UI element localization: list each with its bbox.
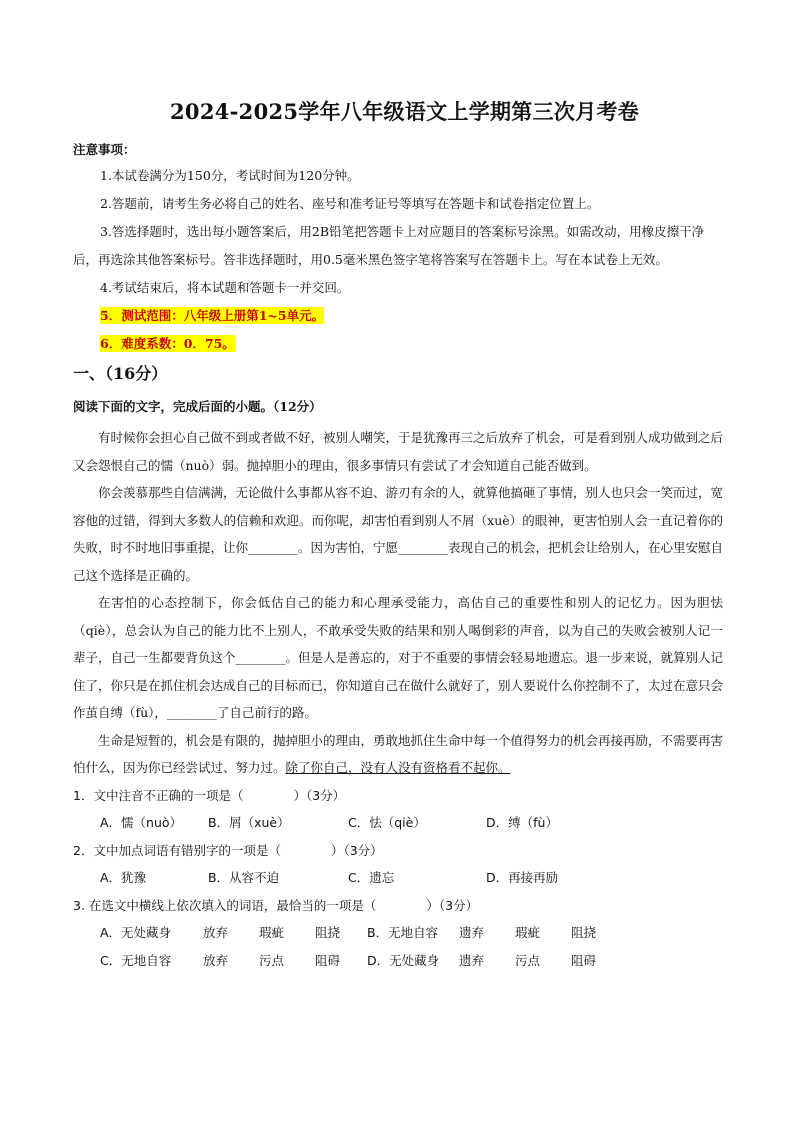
note-item: 1.本试卷满分为150分，考试时间为120分钟。 [100, 168, 360, 183]
option-b: B．从容不迫 [208, 869, 280, 885]
test-scope: 5．测试范围：八年级上册第1~5单元。 [100, 308, 325, 323]
note-item-highlight [73, 302, 723, 330]
option-word: 污点 [259, 952, 285, 968]
option-word: 瑕疵 [515, 924, 541, 940]
option-word: 瑕疵 [259, 924, 285, 940]
section-heading: 一、（16分） [73, 364, 168, 383]
question-3-options-row [73, 947, 723, 975]
question-2-options [73, 864, 723, 892]
option-a: A．懦（nuò） [100, 814, 183, 830]
option-a: A．犹豫 [100, 869, 147, 885]
passage-paragraph: 在害怕的心态控制下，你会低估自己的能力和心理承受能力，高估自己的重要性和别人的记忆力。因为胆怯（qiè），总会认为自己的能力比不上别人，不敢承受失败的结果和别人喝倒彩的声音，以为自己的失败会被别人记一辈子，自己一生都要背负这个________。但是人是善忘的，对于不重要的事情会轻易地遗忘。退一步来说，就算别人记住了，你只是在抓住机会达成自己的目标而已，你知道自己在做什么就好了，别人要说什么你控制不了，太过在意只会作茧自缚（fù），________了自己前行的路。 [73, 595, 724, 720]
note-item: 2.答题前，请考生务必将自己的姓名、座号和准考证号等填写在答题卡和试卷指定位置上。 [100, 196, 600, 211]
passage-paragraph: 有时候你会担心自己做不到或者做不好，被别人嘲笑，于是犹豫再三之后放弃了机会，可是看到别人成功做到之后又会怨恨自己的懦（nuò）弱。抛掉胆小的理由，很多事情只有尝试了才会知道自己能否做到。 [73, 430, 724, 473]
option-b: B．屑（xuè） [208, 814, 290, 830]
option-word: 阻挠 [315, 924, 341, 940]
option-c: C．无地自容 [100, 952, 172, 968]
question-1: 1．文中注音不正确的一项是（ ）（3分） [73, 787, 346, 803]
note-item-highlight [73, 330, 723, 358]
option-word: 遗弃 [459, 952, 485, 968]
option-word: 阻挠 [571, 924, 597, 940]
option-d: D．缚（fù） [486, 814, 558, 830]
exam-body [73, 140, 723, 975]
option-word: 放弃 [203, 924, 229, 940]
passage-paragraph [73, 727, 723, 782]
note-item: 3.答选择题时，选出每小题答案后，用2B铅笔把答题卡上对应题目的答案标号涂黑。如需改动，用橡皮擦干净后，再选涂其他答案标号。答非选择题时，用0.5毫米黑色签字笔将答案写在答题卡上。写在本试卷上无效。 [73, 224, 705, 267]
option-word: 遗弃 [459, 924, 485, 940]
passage-text: 生命是短暂的，机会是有限的，抛掉胆小的理由，勇敢地抓住生命中每一个值得努力的机会再接再励，不需要再害怕什么，因为你已经尝试过、努力过。 [73, 732, 724, 775]
passage-paragraph: 你会羡慕那些自信满满，无论做什么事都从容不迫、游刃有余的人，就算他搞砸了事情，别人也只会一笑而过，宽容他的过错，得到大多数人的信赖和欢迎。而你呢，却害怕看到别人不屑（xuè）的眼神，更害怕别人会一直记着你的失败，时不时地旧事重提，让你________。因为害怕，宁愿________表现自己的机会，把机会让给别人，在心里安慰自己这个选择是正确的。 [73, 485, 724, 583]
question-1-options [73, 809, 723, 837]
reading-passage [73, 424, 723, 782]
option-a: A．无处藏身 [100, 924, 172, 940]
question-2: 2．文中加点词语有错别字的一项是（ ）（3分） [73, 842, 383, 858]
option-c: C．遗忘 [348, 869, 395, 885]
option-word: 污点 [515, 952, 541, 968]
question-3: 3. 在选文中横线上依次填入的词语，最恰当的一项是（ ）（3分） [73, 897, 479, 913]
note-item: 4.考试结束后，将本试题和答题卡一并交回。 [100, 280, 350, 295]
reading-instruction: 阅读下面的文字，完成后面的小题。（12分） [73, 399, 322, 414]
option-word: 放弃 [203, 952, 229, 968]
underlined-sentence: 除了你自己，没有人没有资格看不起你。 [285, 760, 511, 775]
page-title: 2024-2025学年八年级语文上学期第三次月考卷 [170, 99, 640, 124]
option-d: D．无处藏身 [367, 952, 440, 968]
option-word: 阻碍 [315, 952, 341, 968]
notes-heading: 注意事项： [73, 142, 136, 157]
option-c: C．怯（qiè） [348, 814, 426, 830]
difficulty: 6．难度系数：0．75。 [100, 336, 235, 351]
option-b: B．无地自容 [367, 924, 439, 940]
option-word: 阻碍 [571, 952, 597, 968]
question-3-options-row [73, 919, 723, 947]
option-d: D．再接再励 [486, 869, 559, 885]
